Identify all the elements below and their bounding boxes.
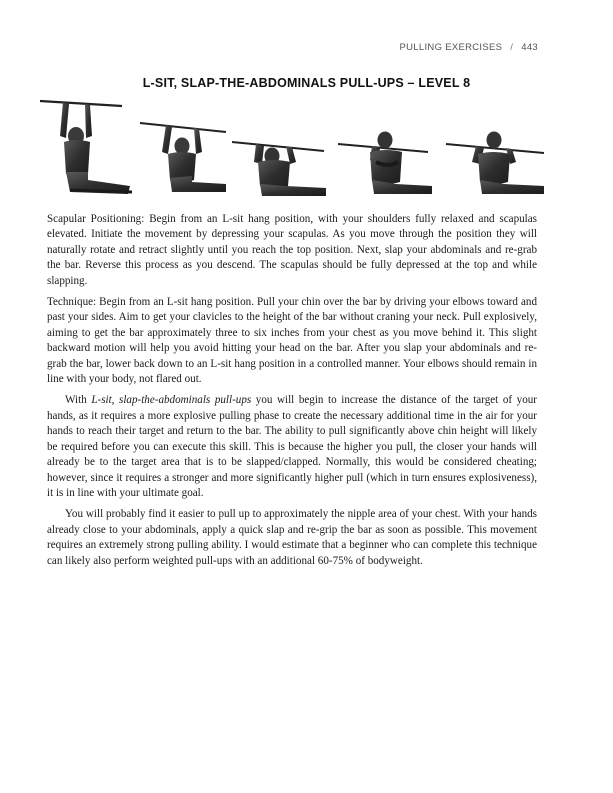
- frame-3-mid-pull: [232, 142, 326, 196]
- running-head: [400, 42, 539, 53]
- frame-1-l-sit-hang: [40, 101, 132, 194]
- frame-2-initial-pull: [140, 123, 226, 192]
- paragraph-difficulty: [47, 393, 537, 501]
- frame-5-top-position: [446, 132, 544, 195]
- running-head-separator: /: [510, 42, 514, 53]
- paragraph-tips: You will probably find it easier to pull up to approximately the nipple area of your chest. With your hands already close to your abdominals, apply a quick slap and re-grip the bar as soon as possible. This movement requires an extremely strong pulling ability. I would estimate that a beginner who can complete this technique can likely also perform weighted pull-ups with an additional 60-75% of bodyweight.: [47, 508, 537, 567]
- frame-4-slap-abdominals: [338, 132, 432, 195]
- exercise-photo-sequence: [36, 96, 548, 206]
- running-head-section: PULLING EXERCISES: [399, 42, 503, 53]
- body-text: [47, 212, 537, 575]
- paragraph-difficulty-rest: you will begin to increase the distance of the target of your hands, as it requires a more explosive pulling phase to create the necessary additional time in the air for your hands to reach their target and return to the bar. The ability to pull significantly above chin height will likely be required before you can execute this skill. This is because the higher you pull, the closer your hands will already be to the target area that is to be slapped/clapped. Normally, this would be considered cheating; however, since it requires a stronger and more significantly higher pull (which in turn ensures explosiveness), it is in line with your ultimate goal.: [47, 394, 537, 499]
- exercise-name-italic: L-sit, slap-the-abdominals pull-ups: [91, 394, 252, 407]
- page-number: 443: [521, 42, 538, 53]
- paragraph-technique: Technique: Begin from an L-sit hang position. Pull your chin over the bar by driving your elbows toward and past your sides. Aim to get your clavicles to the height of the bar without craning your neck. Pull explosively, aiming to get the bar approximately three to six inches from your chest as you move behind it. This slight backward motion will help you avoid hitting your head on the bar. After you slap your abdominals and re-grab the bar, lower back down to an L-sit hang position in a controlled manner. Your elbows should remain in line with your body, not flared out.: [47, 296, 537, 386]
- paragraph-difficulty-lead: With: [65, 394, 92, 407]
- exercise-title: L-SIT, SLAP-THE-ABDOMINALS PULL-UPS – LEVEL 8: [142, 76, 471, 90]
- paragraph-scapular-positioning: Scapular Positioning: Begin from an L-sit hang position, with your shoulders fully relaxed and scapulas elevated. Initiate the movement by depressing your scapulas. As you move through the position they will naturally rotate and retract slightly until you reach the top position. Next, slap your abdominals and re-grab the bar. Reverse this process as you descend. The scapulas should be fully depressed at the top and while slapping.: [47, 213, 537, 287]
